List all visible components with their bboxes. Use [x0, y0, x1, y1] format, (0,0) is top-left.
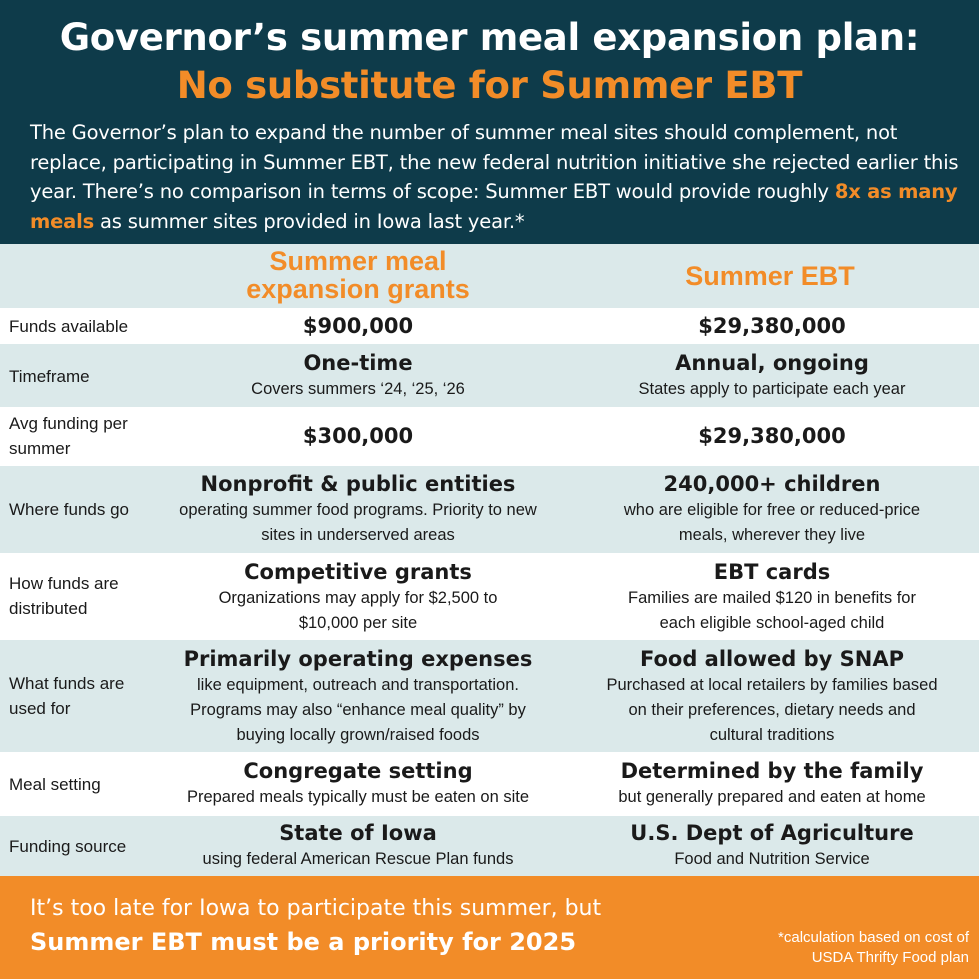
title-line-1: Governor’s summer meal expansion plan: [59, 16, 920, 59]
footer-call-to-action: Summer EBT must be a priority for 2025 [30, 928, 577, 956]
row-label: Avg funding per summer [9, 414, 128, 458]
title-line-2: No substitute for Summer EBT [176, 64, 803, 107]
grants-cell [158, 313, 558, 340]
grants-main: Congregate setting [243, 759, 473, 783]
ebt-main: EBT cards [713, 560, 831, 584]
row-label: How funds are distributed [9, 574, 119, 618]
grants-detail: Prepared meals typically must be eaten on site [186, 788, 530, 806]
grants-main: Nonprofit & public entities [200, 472, 516, 496]
table-row-funding-source [0, 816, 979, 876]
ebt-main: Food allowed by SNAP [639, 647, 905, 671]
ebt-detail: Purchased at local retailers by families based on their preferences, dietary needs and cultural traditions [606, 676, 938, 744]
grants-cell [178, 471, 538, 548]
ebt-detail: who are eligible for free or reduced-price meals, wherever they live [623, 501, 921, 544]
grants-detail: like equipment, outreach and transportation. Programs may also “enhance meal quality” by buying locally grown/raised foods [190, 676, 526, 744]
ebt-main: $29,380,000 [698, 314, 846, 338]
grants-main: $900,000 [302, 314, 414, 338]
table-row-funds-available [0, 308, 979, 344]
ebt-detail: Food and Nutrition Service [674, 850, 870, 868]
ebt-main: $29,380,000 [698, 424, 846, 448]
ebt-cell [602, 646, 942, 748]
ebt-cell [572, 820, 972, 872]
grants-main: Competitive grants [244, 560, 472, 584]
table-row-avg-funding [0, 407, 979, 466]
footer-line-1: It’s too late for Iowa to participate this summer, but [30, 896, 602, 921]
row-label: Funding source [9, 837, 127, 856]
grants-main: State of Iowa [279, 821, 437, 845]
ebt-cell [572, 758, 972, 810]
grants-cell [158, 423, 558, 450]
row-label: Funds available [9, 317, 129, 336]
ebt-detail: but generally prepared and eaten at home [618, 788, 926, 806]
grants-detail: Covers summers ‘24, ‘25, ‘26 [251, 380, 465, 398]
grants-cell [170, 646, 546, 748]
ebt-main: U.S. Dept of Agriculture [630, 821, 914, 845]
footnote: *calculation based on cost of USDA Thrifty Food plan [778, 929, 969, 966]
ebt-cell [572, 313, 972, 340]
grants-detail: Organizations may apply for $2,500 to $10,000 per site [218, 589, 498, 632]
grants-detail: operating summer food programs. Priority to new sites in underserved areas [179, 501, 537, 544]
ebt-cell [622, 559, 922, 636]
row-label: Meal setting [9, 775, 101, 794]
ebt-main: Determined by the family [620, 759, 924, 783]
ebt-cell [572, 423, 972, 450]
intro-text-end: as summer sites provided in Iowa last year.* [94, 209, 525, 233]
grants-main: $300,000 [302, 424, 414, 448]
intro-paragraph [30, 118, 960, 236]
grants-cell [158, 350, 558, 402]
column-header-grants: Summer meal expansion grants [246, 246, 470, 304]
grants-detail: using federal American Rescue Plan funds [202, 850, 514, 868]
table-row-timeframe [0, 344, 979, 407]
footer-banner [0, 876, 979, 979]
table-row-what-used-for [0, 640, 979, 752]
column-headers [0, 244, 979, 308]
ebt-cell [572, 350, 972, 402]
ebt-detail: Families are mailed $120 in benefits for each eligible school-aged child [628, 589, 916, 632]
ebt-detail: States apply to participate each year [638, 380, 906, 398]
row-label: Where funds go [9, 500, 130, 519]
row-label: What funds are used for [9, 674, 125, 718]
grants-cell [218, 559, 498, 636]
row-label: Timeframe [9, 367, 90, 386]
grants-main: One-time [303, 351, 413, 375]
table-row-how-distributed [0, 553, 979, 640]
ebt-cell [602, 471, 942, 548]
grants-cell [158, 820, 558, 872]
intro-highlight: 8x as many meals [30, 180, 958, 233]
table-row-meal-setting [0, 752, 979, 816]
ebt-main: 240,000+ children [663, 472, 881, 496]
ebt-main: Annual, ongoing [675, 351, 869, 375]
intro-text: The Governor’s plan to expand the number of summer meal sites should complement, not replace, participating in Summer EBT, the new federal nutrition initiative she rejected earlier this year. There’s no comparison in terms of scope: Summer EBT would provide roughly [30, 121, 959, 203]
grants-main: Primarily operating expenses [183, 647, 533, 671]
header-banner [0, 0, 979, 244]
column-header-summer-ebt: Summer EBT [685, 261, 855, 291]
table-row-where-funds-go [0, 466, 979, 553]
grants-cell [158, 758, 558, 810]
